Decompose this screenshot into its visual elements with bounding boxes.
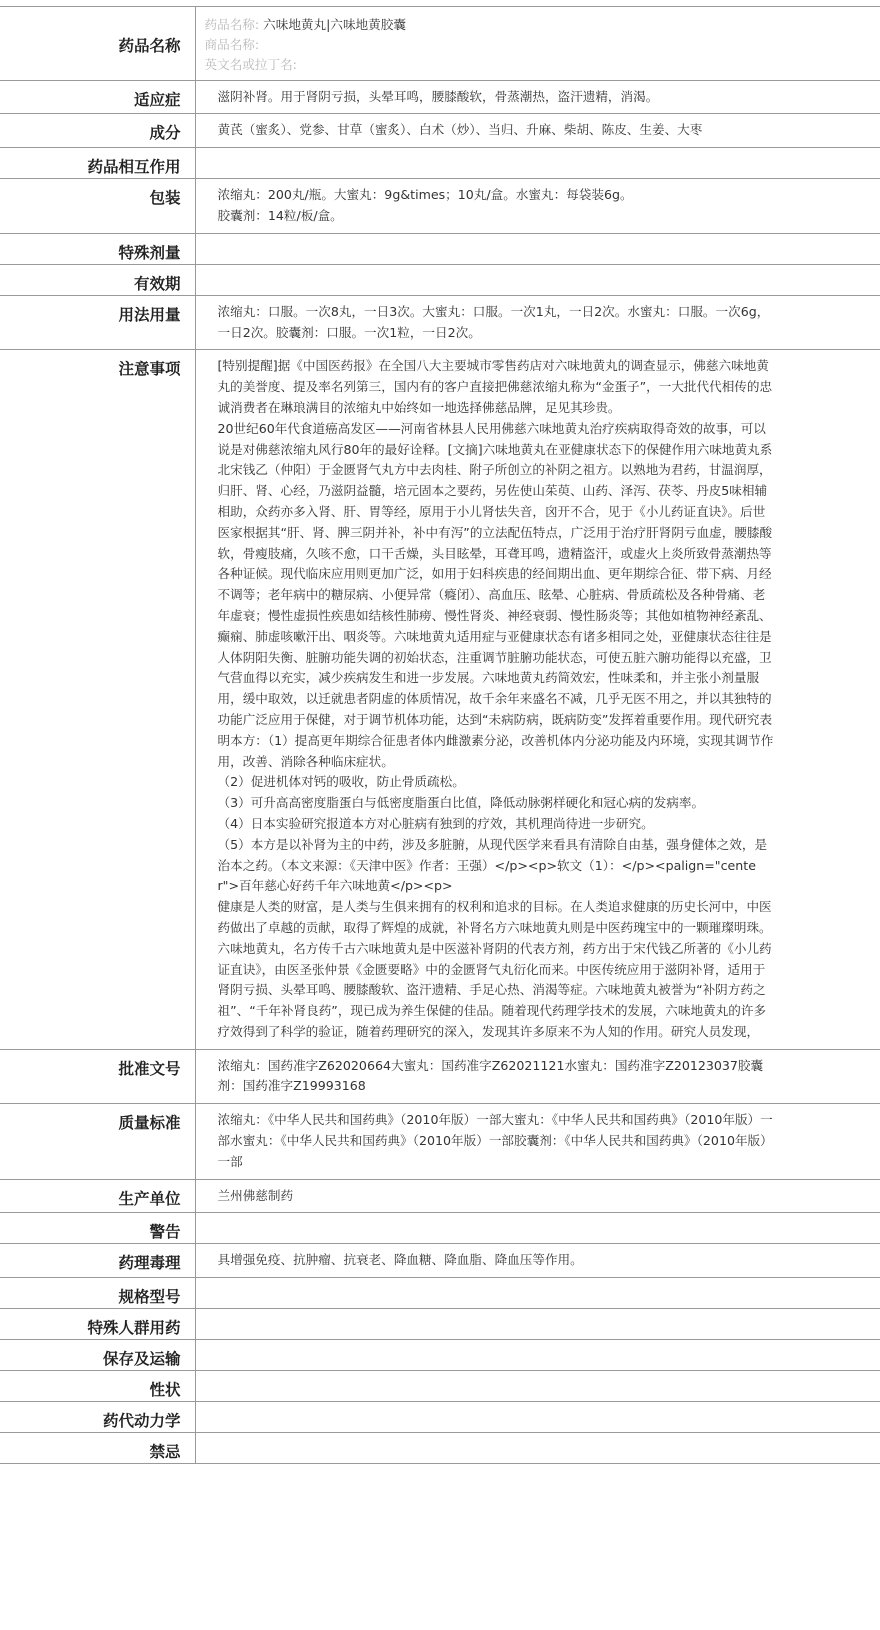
usage-label: 用法用量 xyxy=(0,295,195,350)
appearance-label: 性状 xyxy=(0,1371,195,1402)
interactions-value xyxy=(195,148,880,179)
row-pharmacology xyxy=(0,1244,880,1278)
storage-label: 保存及运输 xyxy=(0,1340,195,1371)
validity-label: 有效期 xyxy=(0,264,195,295)
precautions-paragraph: （2）促进机体对钙的吸收，防止骨质疏松。 xyxy=(217,774,465,790)
row-validity xyxy=(0,264,880,295)
precautions-paragraph: （3）可升高高密度脂蛋白与低密度脂蛋白比值，降低动脉粥样硬化和冠心病的发病率。 xyxy=(217,795,705,811)
quality-value: 浓缩丸：《中华人民共和国药典》（2010年版）一部大蜜丸：《中华人民共和国药典》（2010年版）一部水蜜丸：《中华人民共和国药典》（2010年版）一部胶囊剂：《中华人民共和国药典》（2010年版）一部 xyxy=(195,1104,880,1179)
row-approval xyxy=(0,1049,880,1104)
precautions-paragraph: 20世纪60年代食道癌高发区——河南省林县人民用佛慈六味地黄丸治疗疾病取得奇效的故事，可以说是对佛慈浓缩丸风行80年的最好诠释。[文摘]六味地黄丸在亚健康状态下的保健作用六味地黄丸系北宋钱乙（仲阳）于金匮肾气丸方中去肉桂、附子所创立的补阴之祖方。以熟地为君药，甘温润厚，归肝、肾、心经，乃滋阴益髓，培元固本之要药，另佐使山茱萸、山药、泽泻、茯苓、丹皮5味相辅相助，众药亦多入肾、肝、胃等经，原用于小儿肾怯失音，囟开不合，见于《小儿药证直诀》。后世医家根据其“肝、肾、脾三阴并补，补中有泻”的立法配伍特点，广泛用于治疗肝肾阴亏血虚，腰膝酸软，骨瘦肢痛，久咳不愈，口干舌燥，头目眩晕，耳聋耳鸣，遗精盗汗，或虚火上炎所致骨蒸潮热等各种证候。现代临床应用则更加广泛，如用于妇科疾患的经间期出血、更年期综合征、带下病、月经不调等；老年病中的糖尿病、小便异常（癃闭）、高血压、眩晕、心脏病、骨质疏松及各种骨痛、老年虚衰；慢性虚损性疾患如结核性肺痨、慢性肾炎、神经衰弱、慢性肠炎等；其他如植物神经紊乱、癫痫、肺虚咳嗽汗出、咽炎等。六味地黄丸适用症与亚健康状态有诸多相同之处，亚健康状态往往是人体阴阳失衡、脏腑功能失调的初始状态，注重调节脏腑功能状态，可使五脏六腑功能得以充盛，卫气营血得以充实，减少疾病发生和进一步发展。六味地黄丸药简效宏，性味柔和，并主张小剂量服用，缓中取效，以迁就患者阴虚的体质情况，故千余年来盛名不减，几乎无医不用之，并以其独特的功能广泛应用于保健，对于调节机体功能，达到“未病防病，既病防变”发挥着重要作用。现代研究表明本方：（1）提高更年期综合征患者体内雌激素分泌，改善机体内分泌功能及内环境，实现其调节作用，改善、消除各种临床症状。 xyxy=(217,420,774,769)
generic-name-line xyxy=(205,15,861,35)
row-indications xyxy=(0,80,880,114)
precautions-paragraph: [特别提醒]据《中国医药报》在全国八大主要城市零售药店对六味地黄丸的调查显示，佛慈六味地黄丸的美誉度、提及率名列第三，国内有的客户直接把佛慈浓缩丸称为“金蛋子”，一大批代代相传的忠诚消费者在琳琅满目的浓缩丸中始终如一地选择佛慈品牌，足见其珍贵。 xyxy=(217,358,773,415)
validity-value xyxy=(195,264,880,295)
generic-name-value: 六味地黄丸|六味地黄胶囊 xyxy=(263,17,406,32)
trade-name-key: 商品名称: xyxy=(204,37,260,53)
drug-name-label: 药品名称 xyxy=(0,7,195,81)
trade-name-line xyxy=(205,35,861,55)
special-population-value xyxy=(195,1309,880,1340)
ingredients-value: 黄芪（蜜炙）、党参、甘草（蜜炙）、白术（炒）、当归、升麻、柴胡、陈皮、生姜、大枣 xyxy=(195,114,880,148)
usage-value: 浓缩丸：口服。一次8丸，一日3次。大蜜丸：口服。一次1丸，一日2次。水蜜丸：口服。一次6g，一日2次。胶囊剂：口服。一次1粒，一日2次。 xyxy=(195,295,880,350)
warning-label: 警告 xyxy=(0,1213,195,1244)
appearance-value xyxy=(195,1371,880,1402)
precautions-value xyxy=(195,350,880,1049)
special-population-label: 特殊人群用药 xyxy=(0,1309,195,1340)
precautions-paragraph: （4）日本实验研究报道本方对心脏病有独到的疗效，其机理尚待进一步研究。 xyxy=(217,815,654,831)
special-dosage-value xyxy=(195,233,880,264)
warning-value xyxy=(195,1213,880,1244)
row-interactions xyxy=(0,148,880,179)
english-name-line xyxy=(205,55,861,75)
special-dosage-label: 特殊剂量 xyxy=(0,233,195,264)
contraindications-value xyxy=(195,1433,880,1464)
specification-label: 规格型号 xyxy=(0,1278,195,1309)
row-pharmacokinetics xyxy=(0,1402,880,1433)
drug-info-sheet xyxy=(0,6,880,1464)
row-contraindications xyxy=(0,1433,880,1464)
row-manufacturer xyxy=(0,1179,880,1213)
precautions-label: 注意事项 xyxy=(0,350,195,1049)
pharmacokinetics-label: 药代动力学 xyxy=(0,1402,195,1433)
row-drug-name xyxy=(0,7,880,81)
manufacturer-label: 生产单位 xyxy=(0,1179,195,1213)
english-name-key: 英文名或拉丁名: xyxy=(204,57,297,73)
quality-label: 质量标准 xyxy=(0,1104,195,1179)
packaging-value xyxy=(195,179,880,234)
specification-value xyxy=(195,1278,880,1309)
precautions-paragraph: （5）本方是以补肾为主的中药，涉及多脏腑，从现代医学来看具有清除自由基，强身健体之效，是治本之药。（本文来源：《天津中医》作者：王强）</p><p>软文（1）：</p><palign="center">百年慈心好药千年六味地黄</p><p> xyxy=(217,836,768,894)
contraindications-label: 禁忌 xyxy=(0,1433,195,1464)
drug-info-table xyxy=(0,6,880,1464)
row-packaging xyxy=(0,179,880,234)
pharmacology-value: 具增强免疫、抗肿瘤、抗衰老、降血糖、降血脂、降血压等作用。 xyxy=(195,1244,880,1278)
row-ingredients xyxy=(0,114,880,148)
pharmacology-label: 药理毒理 xyxy=(0,1244,195,1278)
row-special-dosage xyxy=(0,233,880,264)
row-special-population xyxy=(0,1309,880,1340)
indications-label: 适应症 xyxy=(0,80,195,114)
precautions-paragraph: 健康是人类的财富，是人类与生俱来拥有的权利和追求的目标。在人类追求健康的历史长河中，中医药做出了卓越的贡献，取得了辉煌的成就，补肾名方六味地黄丸则是中医药瑰宝中的一颗璀璨明珠。六味地黄丸，名方传千古六味地黄丸是中医滋补肾阴的代表方剂，药方出于宋代钱乙所著的《小儿药证直诀》，由医圣张仲景《金匮要略》中的金匮肾气丸衍化而来。中医传统应用于滋阴补肾，适用于肾阴亏损、头晕耳鸣、腰膝酸软、盗汗遗精、手足心热、消渴等症。六味地黄丸被誉为“补阴方药之祖”、“千年补肾良药”，现已成为养生保健的佳品。随着现代药理学技术的发展，六味地黄丸的许多疗效得到了科学的验证，随着药理研究的深入，发现其许多原来不为人知的作用。研究人员发现， xyxy=(217,899,772,1039)
row-usage xyxy=(0,295,880,350)
packaging-line: 浓缩丸：200丸/瓶。大蜜丸：9g&times；10丸/盒。水蜜丸：每袋装6g。 xyxy=(217,187,633,203)
row-quality xyxy=(0,1104,880,1179)
manufacturer-value: 兰州佛慈制药 xyxy=(195,1179,880,1213)
indications-value: 滋阴补肾。用于肾阴亏损，头晕耳鸣，腰膝酸软，骨蒸潮热，盗汗遗精，消渴。 xyxy=(195,80,880,114)
interactions-label: 药品相互作用 xyxy=(0,148,195,179)
packaging-label: 包装 xyxy=(0,179,195,234)
row-precautions xyxy=(0,350,880,1049)
row-specification xyxy=(0,1278,880,1309)
pharmacokinetics-value xyxy=(195,1402,880,1433)
row-storage xyxy=(0,1340,880,1371)
drug-name-value xyxy=(195,7,880,81)
storage-value xyxy=(195,1340,880,1371)
approval-value: 浓缩丸：国药准字Z62020664大蜜丸：国药准字Z62021121水蜜丸：国药准字Z20123037胶囊剂：国药准字Z19993168 xyxy=(195,1049,880,1104)
ingredients-label: 成分 xyxy=(0,114,195,148)
generic-name-key: 药品名称: xyxy=(204,17,260,32)
approval-label: 批准文号 xyxy=(0,1049,195,1104)
row-warning xyxy=(0,1213,880,1244)
row-appearance xyxy=(0,1371,880,1402)
packaging-line: 胶囊剂：14粒/板/盒。 xyxy=(217,208,343,223)
